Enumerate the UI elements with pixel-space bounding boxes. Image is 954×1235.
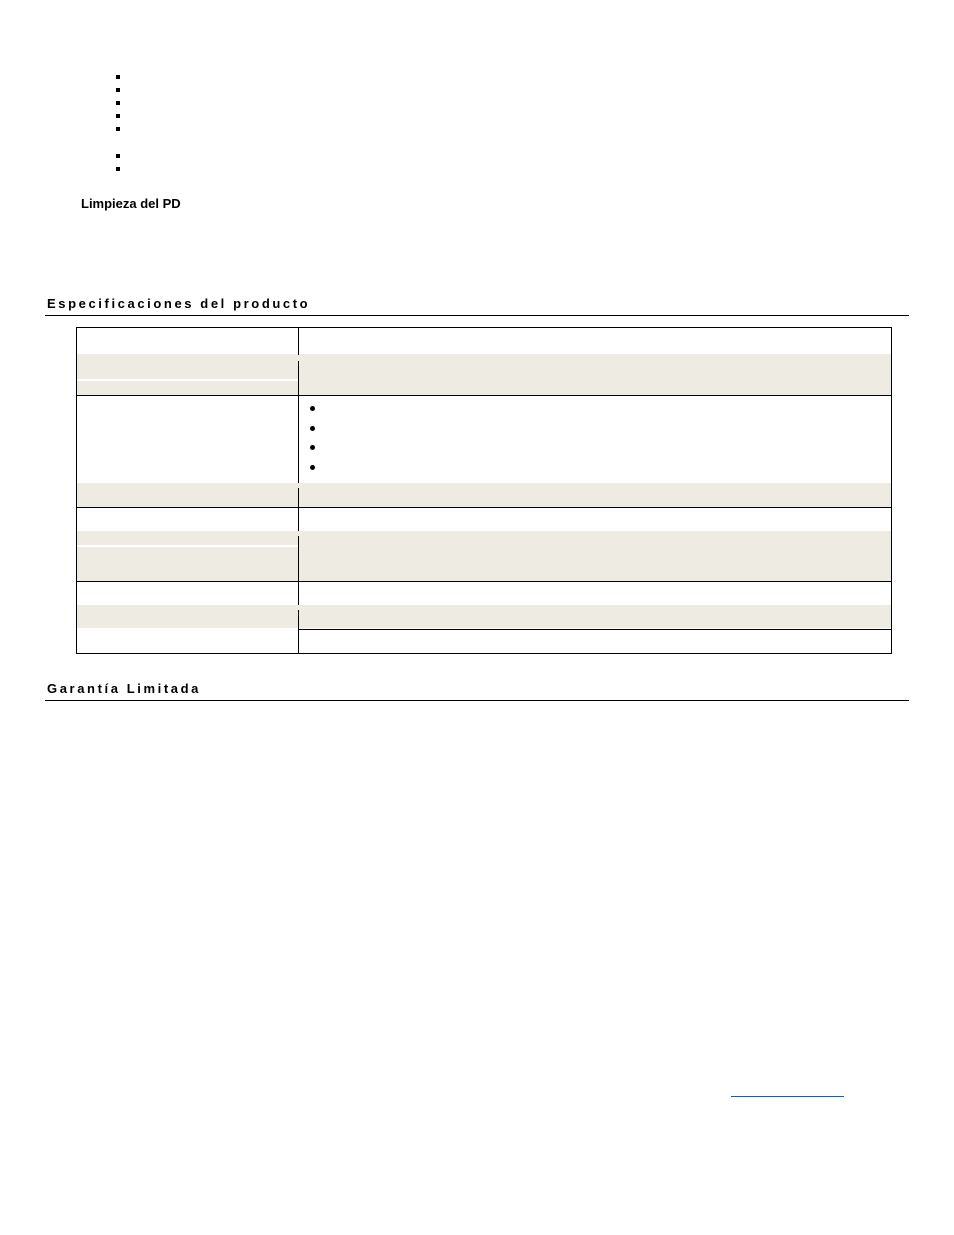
table-row — [77, 483, 891, 507]
column-divider — [298, 610, 299, 653]
list-bullet — [116, 127, 120, 131]
list-bullet — [116, 167, 120, 171]
list-bullet — [116, 75, 120, 79]
spec-table — [76, 327, 892, 654]
column-divider — [298, 328, 299, 355]
row-divider — [77, 581, 891, 582]
column-divider — [298, 488, 299, 508]
column-divider — [298, 536, 299, 582]
list-bullet — [116, 154, 120, 158]
list-bullet — [116, 114, 120, 118]
column-divider — [298, 582, 299, 605]
list-bullet — [116, 101, 120, 105]
specifications-heading: Especificaciones del producto — [47, 296, 311, 311]
cell-bullet — [310, 406, 315, 411]
table-row — [77, 354, 891, 396]
column-divider — [298, 508, 299, 531]
cell-divider — [77, 545, 298, 547]
support-link[interactable] — [731, 1096, 844, 1097]
column-divider — [298, 396, 299, 483]
column-divider — [298, 361, 299, 396]
cleaning-heading: Limpieza del PD — [81, 196, 181, 211]
specifications-rule — [45, 315, 909, 316]
warranty-rule — [45, 700, 909, 701]
cell-bullet — [310, 445, 315, 450]
table-row — [77, 531, 891, 581]
cell-divider — [77, 379, 298, 381]
cell-bullet — [310, 465, 315, 470]
cell-bullet — [310, 426, 315, 431]
table-row — [77, 605, 891, 628]
list-bullet — [116, 88, 120, 92]
row-divider — [77, 507, 891, 508]
row-divider — [299, 629, 891, 630]
row-divider — [77, 395, 891, 396]
warranty-heading: Garantía Limitada — [47, 681, 202, 696]
